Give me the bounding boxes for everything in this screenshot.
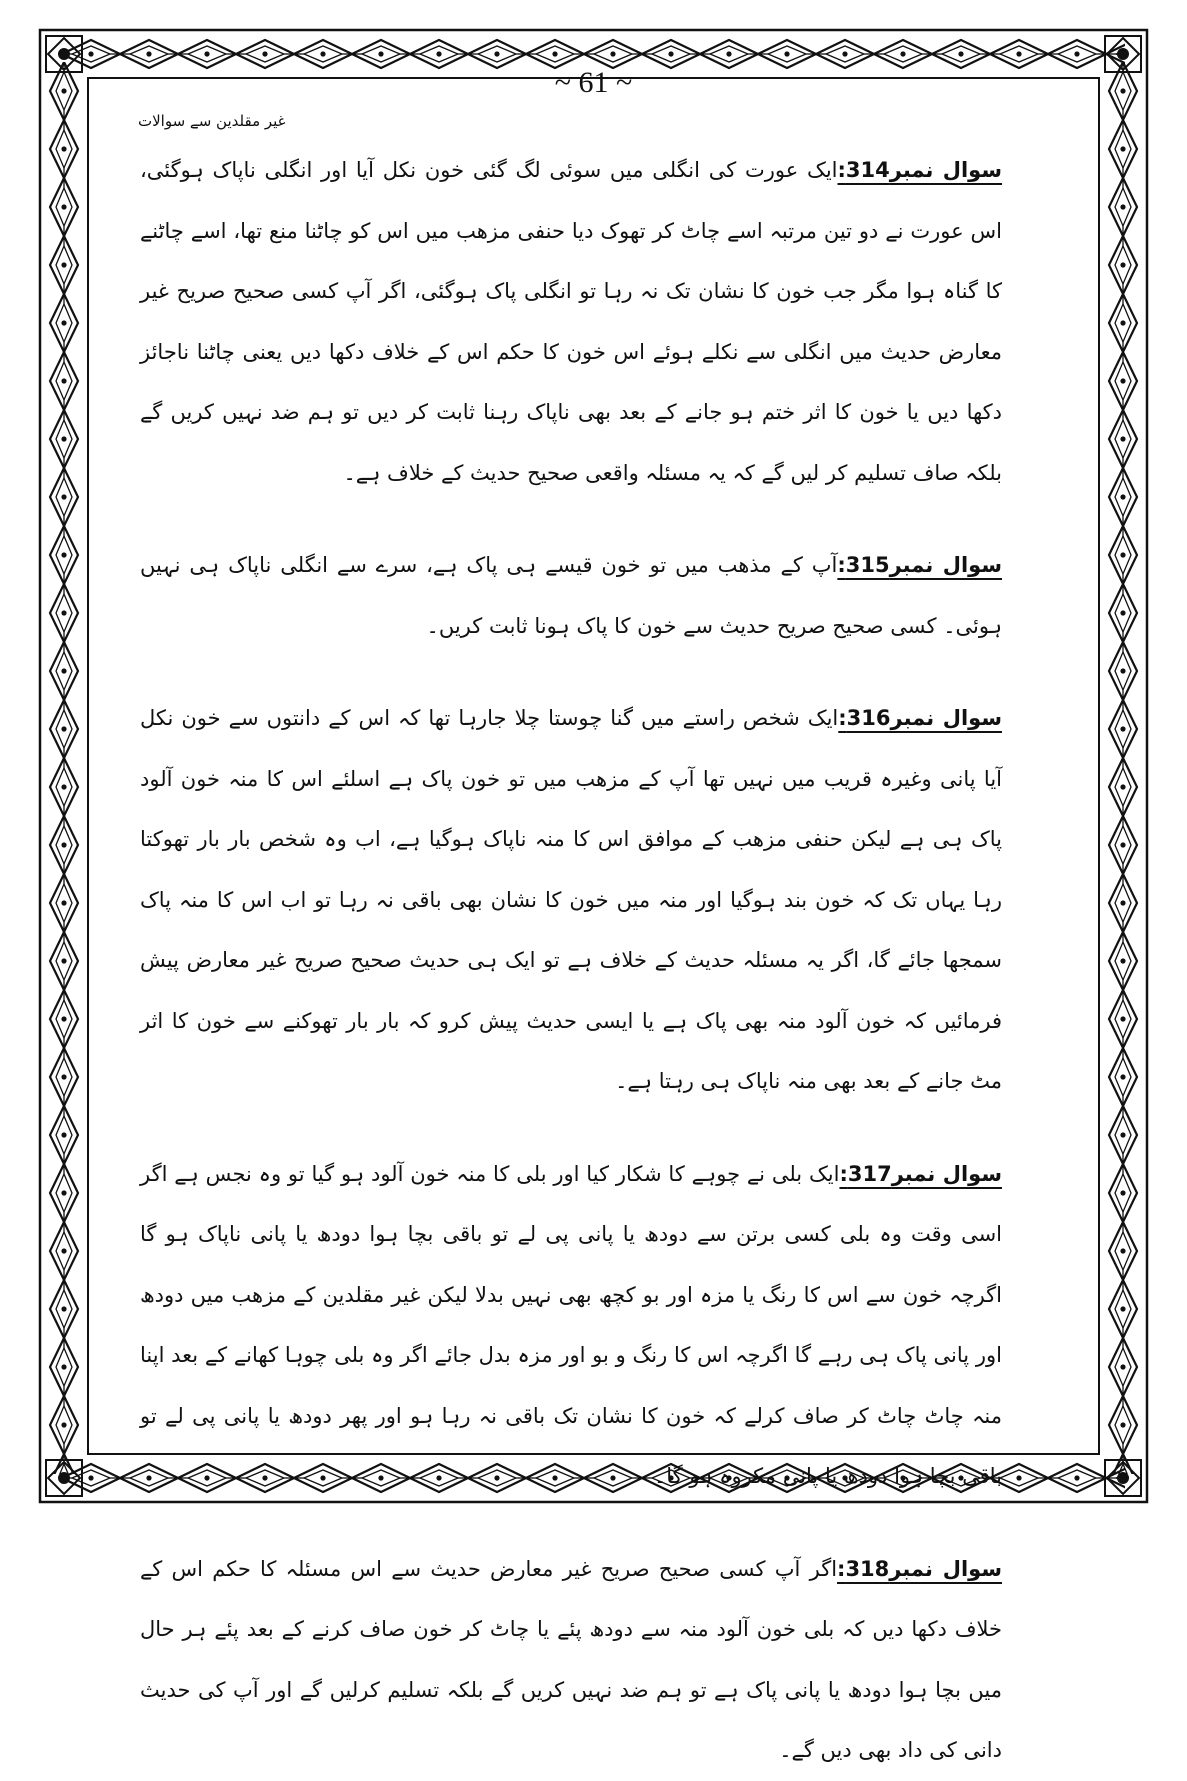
question-text: اگر آپ کسی صحیح صریح غیر معارض حدیث سے اس مسئلہ کا حکم اس کے خلاف دکھا دیں کہ بلی خون آلود منہ سے دودھ پئے یا چاٹ کر خون صاف کرنے کے بعد پئے ہر حال میں بچا ہوا دودھ یا پانی پاک ہے تو ہم ضد نہیں کریں گے بلکہ تسلیم کرلیں گے اور آپ کی حدیث دانی کی داد بھی دیں گے۔	[140, 1556, 1002, 1762]
question-314	[140, 140, 1002, 503]
question-label: سوال نمبر314:	[837, 158, 1002, 182]
question-316	[140, 688, 1002, 1112]
running-header: غیر مقلدین سے سوالات	[138, 112, 286, 130]
question-317	[140, 1144, 1002, 1507]
question-text: ایک عورت کی انگلی میں سوئی لگ گئی خون نکل آیا اور انگلی ناپاک ہوگئی، اس عورت نے دو تین مرتبہ اسے چاٹ کر تھوک دیا حنفی مزھب میں اس کو چاٹنا منع تھا، اسے چاٹنے کا گناہ ہوا مگر جب خون کا نشان تک نہ رہا تو انگلی پاک ہوگئی، اگر آپ کسی صحیح صریح غیر معارض حدیث میں انگلی سے نکلے ہوئے اس خون کا حکم اس کے خلاف دکھا دیں یعنی چاٹنا ناجائز دکھا دیں یا خون کا اثر ختم ہو جانے کے بعد بھی ناپاک رہنا ثابت کر دیں تو ہم ضد نہیں کریں گے بلکہ صاف تسلیم کر لیں گے کہ یہ مسئلہ واقعی صحیح حدیث کے خلاف ہے۔	[140, 158, 1002, 485]
question-text: آپ کے مذھب میں تو خون قیسے ہی پاک ہے، سرے سے انگلی ناپاک ہی نہیں ہوئی۔ کسی صحیح صریح حدیث سے خون کا پاک ہونا ثابت کریں۔	[140, 553, 1002, 638]
question-text: ایک بلی نے چوہے کا شکار کیا اور بلی کا منہ خون آلود ہو گیا تو وہ نجس ہے اگر اسی وقت وہ بلی کسی برتن سے دودھ یا پانی پی لے تو باقی بچا ہوا دودھ یا پانی ناپاک ہو گا اگرچہ خون سے اس کا رنگ یا مزہ اور بو کچھ بھی نہیں بدلا لیکن غیر مقلدین کے مزھب میں دودھ اور پانی پاک ہی رہے گا اگرچہ اس کا رنگ و بو اور مزہ بدل جائے اگر وہ بلی چوہا کھانے کے بعد اپنا منہ چاٹ چاٹ کر صاف کرلے کہ خون کا نشان تک باقی نہ رہا ہو اور پھر دودھ یا پانی پی لے تو باقی بچا ہوا دودھ یا پانی مکروہ ہو گا۔	[140, 1161, 1002, 1488]
question-315	[140, 535, 1002, 656]
question-text: ایک شخص راستے میں گنا چوستا چلا جارہا تھا کہ اس کے دانتوں سے خون نکل آیا پانی وغیرہ قریب میں نہیں تھا آپ کے مزھب میں تو خون پاک ہے اسلئے اس کا منہ خون آلود پاک ہی ہے لیکن حنفی مزھب کے موافق اس کا منہ ناپاک ہوگیا ہے، اب وہ شخص بار بار تھوکتا رہا یہاں تک کہ خون بند ہوگیا اور منہ میں خون کا نشان بھی باقی نہ رہا تو اب اس کا منہ پاک سمجھا جائے گا، اگر یہ مسئلہ حدیث کے خلاف ہے تو ایک ہی حدیث صحیح صریح غیر معارض پیش فرمائیں کہ خون آلود منہ بھی پاک ہے یا ایسی حدیث پیش کرو کہ بار بار تھوکنے سے خون کا اثر مٹ جانے کے بعد بھی منہ ناپاک ہی رہتا ہے۔	[140, 706, 1002, 1093]
question-label: سوال نمبر318:	[837, 1556, 1002, 1581]
question-label: سوال نمبر316:	[838, 706, 1002, 730]
page-number: ~ 61 ~	[554, 66, 633, 99]
question-label: سوال نمبر315:	[837, 553, 1002, 577]
question-318	[140, 1539, 1002, 1781]
questions-body	[140, 140, 1002, 1781]
question-label: سوال نمبر317:	[839, 1161, 1002, 1186]
